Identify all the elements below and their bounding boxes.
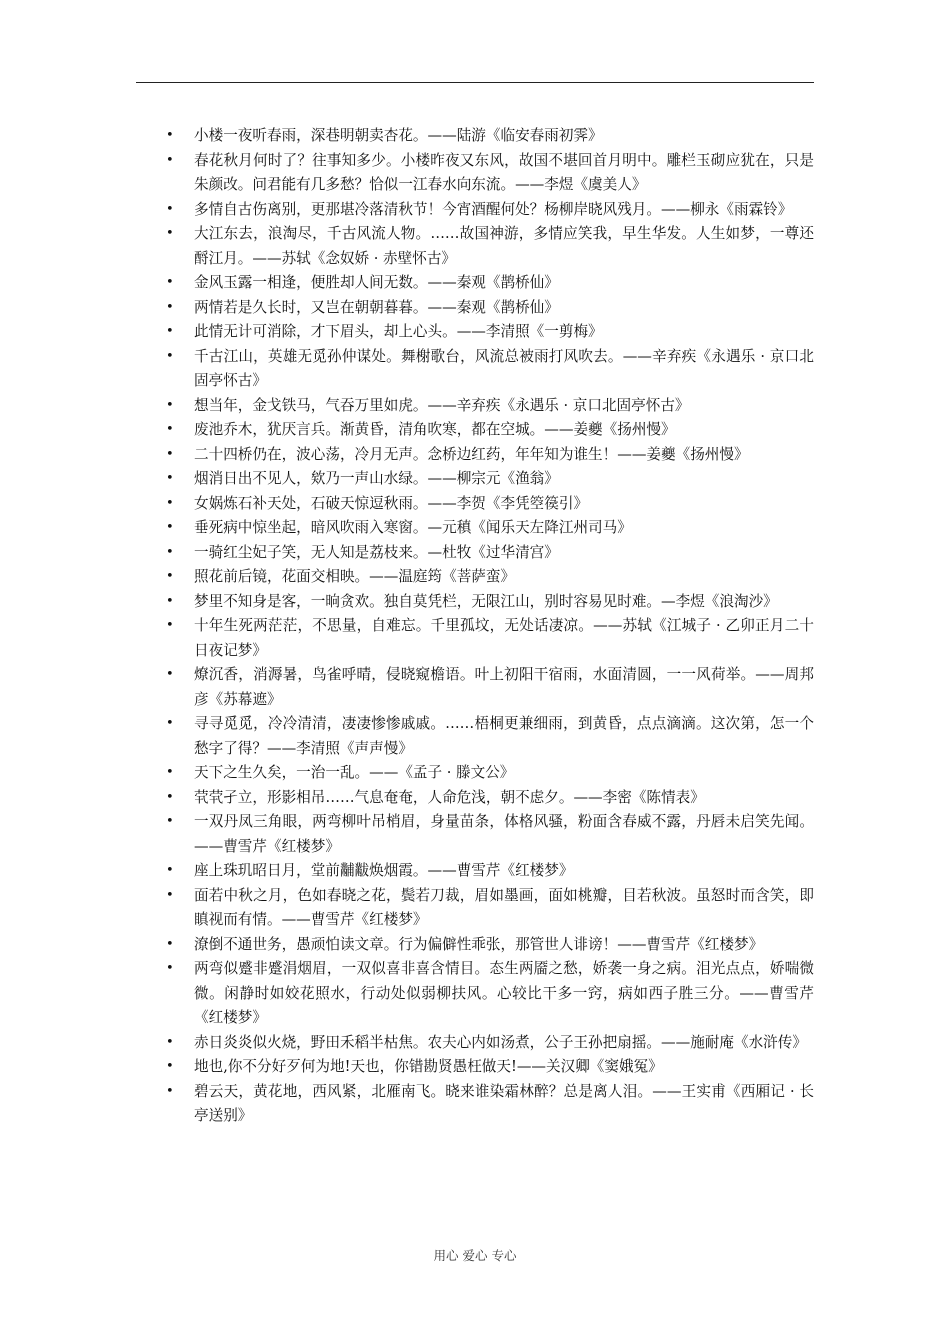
list-item [136, 296, 814, 321]
quote-text: 寻寻觅觅，冷冷清清，凄凄惨惨戚戚。……梧桐更兼细雨，到黄昏，点点滴滴。这次第，怎一个愁字了得？——李清照《声声慢》 [194, 715, 814, 757]
quote-text: 烟消日出不见人，欸乃一声山水绿。——柳宗元《渔翁》 [194, 470, 559, 487]
list-item [136, 614, 814, 663]
quote-text: 二十四桥仍在，波心荡，冷月无声。念桥边红药，年年知为谁生！——姜夔《扬州慢》 [194, 445, 749, 463]
bullet-icon: • [166, 593, 174, 609]
list-item [136, 198, 814, 223]
quote-text: 想当年，金戈铁马，气吞万里如虎。——辛弃疾《永遇乐 · 京口北固亭怀古》 [194, 396, 690, 414]
quote-text: 多情自古伤离别，更那堪冷落清秋节！今宵酒醒何处？杨柳岸晓风残月。——柳永《雨霖铃》 [194, 200, 793, 218]
list-item [136, 957, 814, 1031]
bullet-icon: • [166, 446, 174, 462]
quote-text: 一双丹凤三角眼，两弯柳叶吊梢眉，身量苗条，体格风骚，粉面含春威不露，丹唇未启笑先闻。——曹雪芹《红楼梦》 [194, 813, 814, 855]
list-item [136, 149, 814, 198]
bullet-icon: • [166, 495, 174, 511]
list-item [136, 222, 814, 271]
quote-text: 潦倒不通世务，愚顽怕读文章。行为偏僻性乖张，那管世人诽谤！——曹雪芹《红楼梦》 [194, 935, 764, 953]
quote-text: 一骑红尘妃子笑，无人知是荔枝来。—杜牧《过华清宫》 [194, 543, 559, 561]
bullet-icon: • [166, 1083, 174, 1099]
bullet-icon: • [166, 299, 174, 315]
list-item [136, 516, 814, 541]
bullet-icon: • [166, 520, 174, 535]
list-item [136, 859, 814, 884]
bullet-icon: • [166, 128, 174, 143]
quote-text: 女娲炼石补天处，石破天惊逗秋雨。——李贺《李凭箜篌引》 [194, 494, 589, 512]
quote-text: 赤日炎炎似火烧，野田禾稻半枯焦。农夫心内如汤煮，公子王孙把扇摇。——施耐庵《水浒传》 [194, 1033, 807, 1051]
list-item [136, 345, 814, 394]
bullet-icon: • [166, 226, 174, 241]
bullet-icon: • [166, 422, 174, 437]
bullet-icon: • [166, 201, 174, 217]
bullet-icon: • [166, 569, 174, 584]
bullet-icon: • [166, 789, 174, 805]
list-item [136, 467, 814, 492]
list-item [136, 271, 814, 296]
page-footer: 用心 爱心 专心 [433, 1248, 517, 1263]
quote-text: 两弯似蹙非蹙涓烟眉，一双似喜非喜含情目。态生两靥之愁，娇袭一身之病。泪光点点，娇喘微微。闲静时如姣花照水，行动处似弱柳扶风。心较比干多一窍，病如西子胜三分。——曹雪芹《红楼梦》 [194, 960, 814, 1026]
list-item [136, 810, 814, 859]
bullet-icon: • [166, 716, 174, 731]
list-item [136, 884, 814, 933]
quote-text: 废池乔木，犹厌言兵。渐黄昏，清角吹寒，都在空城。——姜夔《扬州慢》 [194, 421, 676, 438]
bullet-icon: • [166, 348, 174, 364]
bullet-icon: • [166, 324, 174, 339]
bullet-icon: • [166, 397, 174, 413]
quote-text: 座上珠玑昭日月，堂前黼黻焕烟霞。——曹雪芹《红楼梦》 [194, 862, 574, 879]
quote-text: 千古江山，英雄无觅孙仲谋处。舞榭歌台，风流总被雨打风吹去。——辛弃疾《永遇乐 · 京口北固亭怀古》 [194, 347, 814, 389]
quote-text: 两情若是久长时，又岂在朝朝暮暮。——秦观《鹊桥仙》 [194, 298, 559, 316]
list-item [136, 394, 814, 419]
list-item [136, 320, 814, 345]
list-item [136, 933, 814, 958]
list-item [136, 541, 814, 566]
list-item [136, 761, 814, 786]
bullet-icon: • [166, 544, 174, 560]
quote-text: 天下之生久矣，一治一乱。——《孟子 · 滕文公》 [194, 764, 515, 781]
bullet-icon: • [166, 667, 174, 682]
bullet-icon: • [166, 863, 174, 878]
list-item [136, 590, 814, 615]
quote-text: 春花秋月何时了？往事知多少。小楼昨夜又东风，故国不堪回首月明中。雕栏玉砌应犹在，只是朱颜改。问君能有几多愁？恰似一江春水向东流。——李煜《虞美人》 [194, 151, 814, 193]
list-item [136, 492, 814, 517]
bullet-icon: • [166, 618, 174, 633]
quote-text: 大江东去，浪淘尽，千古风流人物。……故国神游，多情应笑我，早生华发。人生如梦，一尊还酹江月。——苏轼《念奴娇 · 赤壁怀古》 [194, 225, 814, 267]
bullet-icon: • [166, 275, 174, 290]
bullet-icon: • [166, 814, 174, 829]
quote-text: 燎沉香，消溽暑，鸟雀呼晴，侵晓窥檐语。叶上初阳干宿雨，水面清圆，一一风荷举。——周邦彦《苏幕遮》 [194, 666, 814, 708]
list-item [136, 1031, 814, 1056]
quote-text: 垂死病中惊坐起，暗风吹雨入寒窗。—元稹《闻乐天左降江州司马》 [194, 519, 632, 536]
quote-text: 十年生死两茫茫，不思量，自难忘。千里孤坟，无处话凄凉。——苏轼《江城子 · 乙卯正月二十日夜记梦》 [194, 617, 814, 659]
list-item [136, 1055, 814, 1080]
bullet-icon: • [166, 152, 174, 168]
bullet-icon: • [166, 471, 174, 486]
quote-text: 茕茕孑立，形影相吊……气息奄奄，人命危浅，朝不虑夕。——李密《陈情表》 [194, 788, 705, 806]
header-rule [136, 82, 814, 83]
quote-text: 梦里不知身是客，一晌贪欢。独自莫凭栏，无限江山，别时容易见时难。—李煜《浪淘沙》 [194, 592, 778, 610]
bullet-icon: • [166, 1059, 174, 1074]
list-item [136, 565, 814, 590]
list-item [136, 418, 814, 443]
quote-text: 照花前后镜，花面交相映。——温庭筠《菩萨蛮》 [194, 568, 516, 585]
quote-text: 面若中秋之月，色如春晓之花，鬓若刀裁，眉如墨画，面如桃瓣，目若秋波。虽怒时而含笑，即瞋视而有情。——曹雪芹《红楼梦》 [194, 886, 814, 928]
quote-text: 碧云天，黄花地，西风紧，北雁南飞。晓来谁染霜林醉？总是离人泪。——王实甫《西厢记 · 长亭送别》 [194, 1082, 814, 1124]
quote-text: 此情无计可消除，才下眉头，却上心头。——李清照《一剪梅》 [194, 323, 603, 340]
list-item [136, 712, 814, 761]
list-item [136, 663, 814, 712]
list-item [136, 1080, 814, 1129]
bullet-icon: • [166, 1034, 174, 1050]
quote-text: 小楼一夜听春雨，深巷明朝卖杏花。——陆游《临安春雨初霁》 [194, 127, 603, 144]
bullet-icon: • [166, 936, 174, 952]
bullet-icon: • [166, 765, 174, 780]
quote-text: 地也,你不分好歹何为地!天也，你错勘贤愚枉做天!——关汉卿《窦娥冤》 [194, 1058, 663, 1075]
bullet-icon: • [166, 887, 174, 903]
quote-list [136, 124, 814, 1129]
list-item [136, 124, 814, 149]
list-item [136, 443, 814, 468]
bullet-icon: • [166, 961, 174, 976]
list-item [136, 786, 814, 811]
quote-text: 金风玉露一相逢，便胜却人间无数。——秦观《鹊桥仙》 [194, 274, 559, 291]
